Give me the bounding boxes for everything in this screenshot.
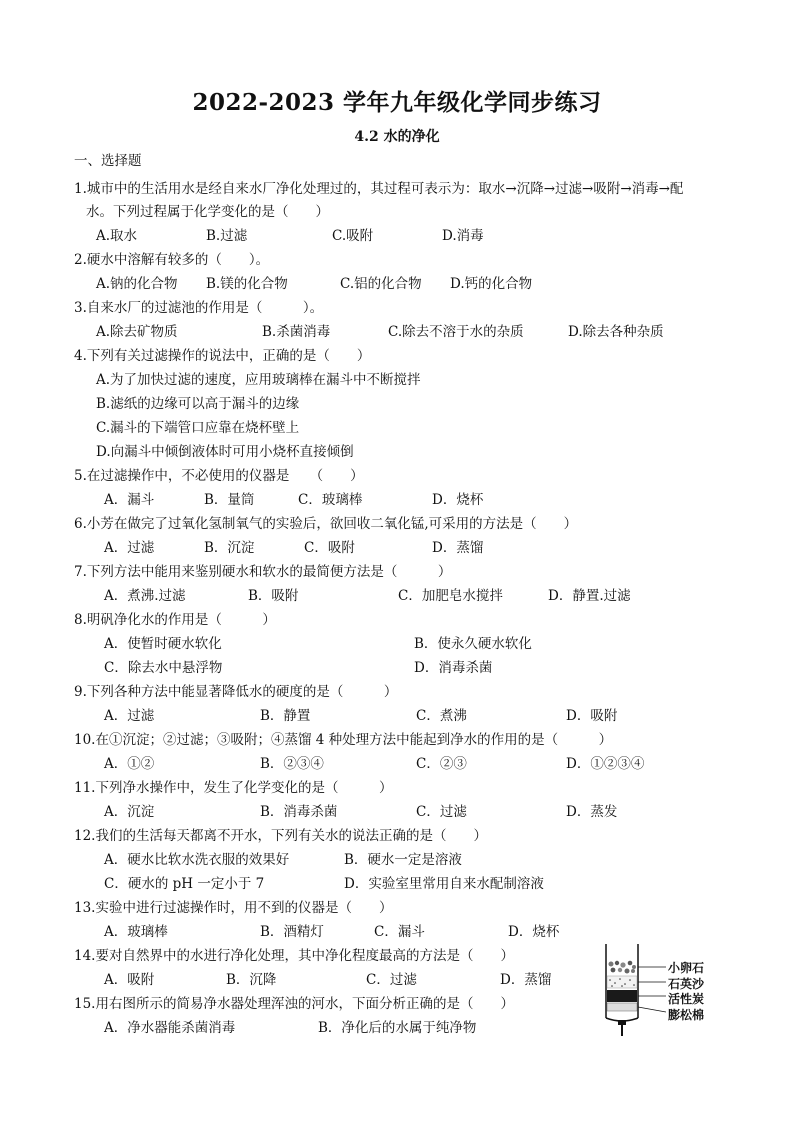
option-d: D．静置.过滤 bbox=[548, 588, 631, 604]
question-stem: 14.要对自然界中的水进行净化处理，其中净化程度最高的方法是（ ） bbox=[74, 948, 514, 964]
option-a: A．玻璃棒 bbox=[104, 924, 168, 940]
figure-label-carbon: 活性炭 bbox=[668, 992, 705, 1006]
option-c: C．玻璃棒 bbox=[298, 492, 363, 508]
question-stem: 9.下列各种方法中能显著降低水的硬度的是（ ） bbox=[74, 684, 398, 700]
option-c: C．吸附 bbox=[304, 540, 355, 556]
figure-label-cotton: 膨松棉 bbox=[668, 1008, 705, 1022]
question-stem: 7.下列方法中能用来鉴别硬水和软水的最简便方法是（ ） bbox=[74, 564, 452, 580]
option-a: A．吸附 bbox=[104, 972, 155, 988]
option-b: B．消毒杀菌 bbox=[260, 804, 338, 820]
carbon-layer bbox=[607, 990, 637, 1002]
option-a: A.取水 bbox=[96, 228, 138, 244]
option-b: B．净化后的水属于纯净物 bbox=[318, 1020, 477, 1036]
option-a: A．煮沸.过滤 bbox=[104, 588, 186, 604]
water-purifier-diagram bbox=[600, 940, 666, 1040]
section-heading: 一、选择题 bbox=[74, 153, 142, 169]
option-d: D．①②③④ bbox=[566, 756, 645, 772]
option-c: C．过滤 bbox=[416, 804, 467, 820]
option-c: C．过滤 bbox=[366, 972, 417, 988]
option-c: C．加肥皂水搅拌 bbox=[398, 588, 503, 604]
option-a: A.除去矿物质 bbox=[96, 324, 178, 340]
question-stem: 13.实验中进行过滤操作时，用不到的仪器是（ ） bbox=[74, 900, 393, 916]
option-b: B.滤纸的边缘可以高于漏斗的边缘 bbox=[96, 396, 300, 412]
question-stem: 5.在过滤操作中，不必使用的仪器是 （ ） bbox=[74, 468, 364, 484]
question-stem: 12.我们的生活每天都离不开水，下列有关水的说法正确的是（ ） bbox=[74, 828, 487, 844]
option-d: D.除去各种杂质 bbox=[568, 324, 664, 340]
option-c: C.铝的化合物 bbox=[340, 276, 422, 292]
option-b: B．硬水一定是溶液 bbox=[344, 852, 462, 868]
option-d: D.钙的化合物 bbox=[450, 276, 533, 292]
question-stem: 2.硬水中溶解有较多的（ ）。 bbox=[74, 252, 270, 268]
option-c: C.除去不溶于水的杂质 bbox=[388, 324, 524, 340]
option-d: D．蒸馏 bbox=[500, 972, 552, 988]
option-c: C．除去水中悬浮物 bbox=[104, 660, 223, 676]
option-a: A.钠的化合物 bbox=[96, 276, 178, 292]
figure-label-sand: 石英沙 bbox=[668, 977, 705, 991]
option-a: A.为了加快过滤的速度，应用玻璃棒在漏斗中不断搅拌 bbox=[96, 372, 421, 388]
option-c: C.漏斗的下端管口应靠在烧杯壁上 bbox=[96, 420, 300, 436]
option-a: A．过滤 bbox=[104, 708, 155, 724]
question-stem: 4.下列有关过滤操作的说法中，正确的是（ ） bbox=[74, 348, 371, 364]
option-a: A．硬水比软水洗衣服的效果好 bbox=[104, 852, 290, 868]
option-b: B．静置 bbox=[260, 708, 311, 724]
option-b: B.镁的化合物 bbox=[206, 276, 288, 292]
option-a: A．①② bbox=[104, 756, 155, 772]
figure-label-pebbles: 小卵石 bbox=[668, 961, 705, 975]
sand-layer bbox=[607, 976, 637, 988]
cotton-layer bbox=[607, 1003, 637, 1011]
option-d: D．蒸馏 bbox=[432, 540, 484, 556]
option-d: D.消毒 bbox=[442, 228, 484, 244]
option-c: C．硬水的 pH 一定小于 7 bbox=[104, 876, 265, 892]
option-c: C．煮沸 bbox=[416, 708, 467, 724]
option-a: A．净水器能杀菌消毒 bbox=[104, 1020, 236, 1036]
option-c: C．②③ bbox=[416, 756, 467, 772]
section-subtitle: 4.2 水的净化 bbox=[354, 129, 440, 145]
question-stem: 水。下列过程属于化学变化的是（ ） bbox=[86, 204, 329, 220]
pebble-layer bbox=[607, 960, 637, 974]
option-b: B．吸附 bbox=[248, 588, 299, 604]
option-d: D．实验室里常用自来水配制溶液 bbox=[344, 876, 544, 892]
option-b: B.过滤 bbox=[206, 228, 248, 244]
option-b: B．沉淀 bbox=[204, 540, 255, 556]
option-b: B.杀菌消毒 bbox=[262, 324, 331, 340]
question-stem: 8.明矾净化水的作用是（ ） bbox=[74, 612, 276, 628]
option-a: A．沉淀 bbox=[104, 804, 155, 820]
question-stem: 15.用右图所示的简易净水器处理浑浊的河水，下面分析正确的是（ ） bbox=[74, 996, 514, 1012]
option-b: B．酒精灯 bbox=[260, 924, 324, 940]
option-c: C．漏斗 bbox=[374, 924, 425, 940]
option-b: B．量筒 bbox=[204, 492, 255, 508]
option-b: B．沉降 bbox=[226, 972, 277, 988]
option-a: A．漏斗 bbox=[104, 492, 155, 508]
option-d: D．蒸发 bbox=[566, 804, 618, 820]
option-d: D．吸附 bbox=[566, 708, 618, 724]
question-stem: 3.自来水厂的过滤池的作用是（ ）。 bbox=[74, 300, 324, 316]
option-d: D.向漏斗中倾倒液体时可用小烧杯直接倾倒 bbox=[96, 444, 354, 460]
option-b: B．使永久硬水软化 bbox=[414, 636, 532, 652]
water-purifier-figure bbox=[600, 940, 720, 1040]
question-stem: 11.下列净水操作中，发生了化学变化的是（ ） bbox=[74, 780, 393, 796]
option-c: C.吸附 bbox=[332, 228, 374, 244]
option-a: A．过滤 bbox=[104, 540, 155, 556]
question-stem: 10.在①沉淀；②过滤；③吸附；④蒸馏 4 种处理方法中能起到净水的作用的是（ ） bbox=[74, 732, 613, 748]
option-d: D．烧杯 bbox=[508, 924, 560, 940]
page-title: 2022-2023 学年九年级化学同步练习 bbox=[192, 89, 602, 116]
option-d: D．烧杯 bbox=[432, 492, 484, 508]
question-stem: 1.城市中的生活用水是经自来水厂净化处理过的，其过程可表示为：取水→沉降→过滤→吸附→消毒→配 bbox=[74, 181, 684, 197]
question-stem: 6.小芳在做完了过氧化氢制氧气的实验后，欲回收二氧化锰,可采用的方法是（ ） bbox=[74, 516, 578, 532]
option-a: A．使暂时硬水软化 bbox=[104, 636, 222, 652]
option-b: B．②③④ bbox=[260, 756, 324, 772]
option-d: D．消毒杀菌 bbox=[414, 660, 493, 676]
